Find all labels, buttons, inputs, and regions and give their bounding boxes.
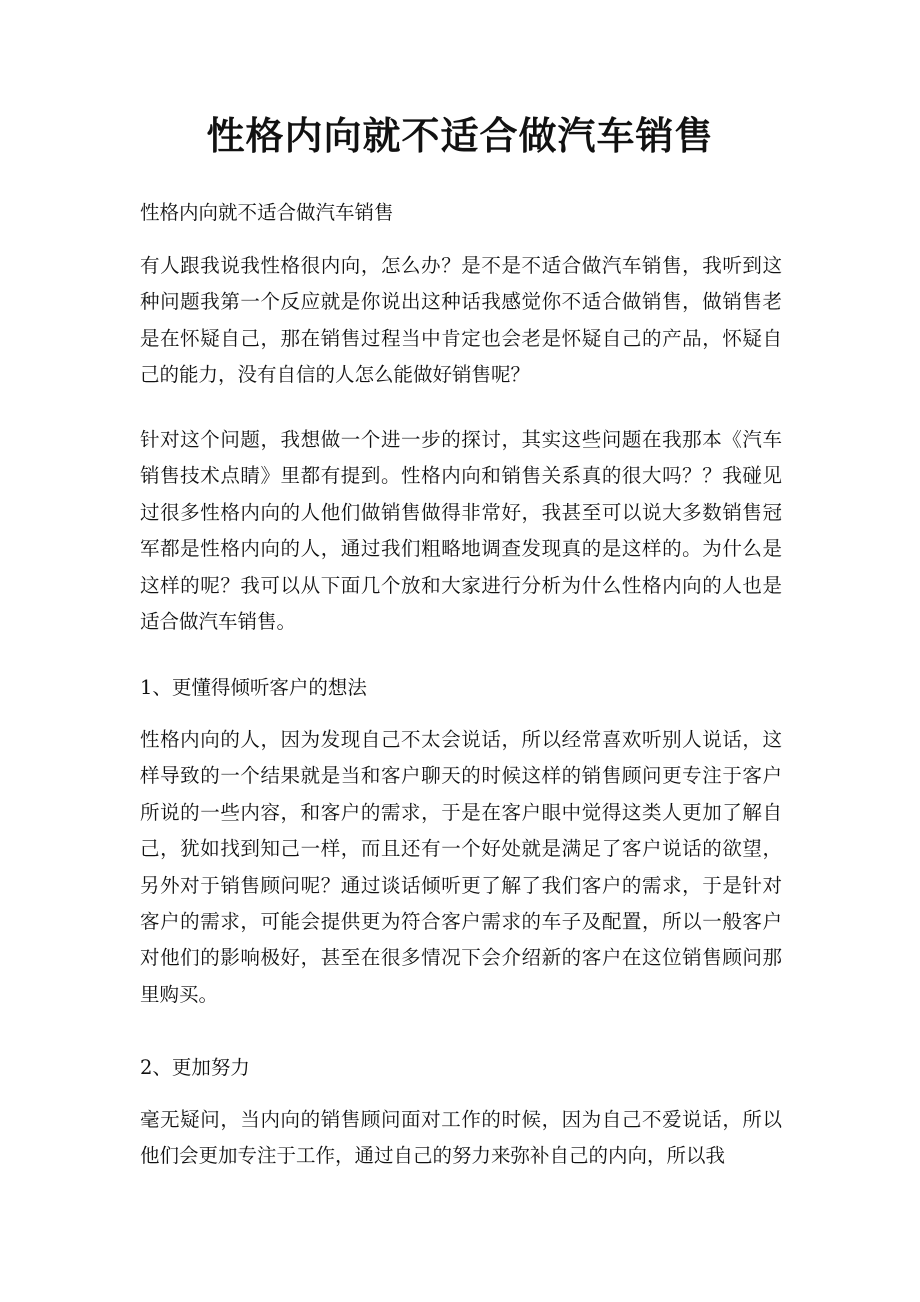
document-title: 性格内向就不适合做汽车销售: [206, 113, 714, 158]
section-1-paragraph: 性格内向的人，因为发现自己不太会说话，所以经常喜欢听别人说话，这样导致的一个结果就是当和客户聊天的时候这样的销售顾问更专注于客户所说的一些内容，和客户的需求，于是在客户眼中觉得这类人更加了解自己，犹如找到知己一样，而且还有一个好处就是满足了客户说话的欲望，另外对于销售顾问呢？通过谈话倾听更了解了我们客户的需求，于是针对客户的需求，可能会提供更为符合客户需求的车子及配置，所以一般客户对他们的影响极好，甚至在很多情况下会介绍新的客户在这位销售顾问那里购买。: [140, 728, 782, 1006]
intro-paragraph: 有人跟我说我性格很内向，怎么办？是不是不适合做汽车销售，我听到这种问题我第一个反应就是你说出这种话我感觉你不适合做销售，做销售老是在怀疑自己，那在销售过程当中肯定也会老是怀疑自己的产品，怀疑自己的能力，没有自信的人怎么能做好销售呢？: [140, 254, 782, 387]
section-2-paragraph: 毫无疑问，当内向的销售顾问面对工作的时候，因为自己不爱说话，所以他们会更加专注于工作，通过自己的努力来弥补自己的内向，所以我: [140, 1108, 782, 1168]
section-heading-1: 1、更懂得倾听客户的想法: [140, 676, 367, 699]
discussion-paragraph: 针对这个问题，我想做一个进一步的探讨，其实这些问题在我那本《汽车销售技术点睛》里都有提到。性格内向和销售关系真的很大吗？？我碰见过很多性格内向的人他们做销售做得非常好，我甚至可以说大多数销售冠军都是性格内向的人，通过我们粗略地调查发现真的是这样的。为什么是这样的呢？我可以从下面几个放和大家进行分析为什么性格内向的人也是适合做汽车销售。: [140, 428, 782, 634]
section-heading-2: 2、更加努力: [140, 1056, 250, 1079]
subtitle-paragraph: 性格内向就不适合做汽车销售: [140, 201, 394, 224]
